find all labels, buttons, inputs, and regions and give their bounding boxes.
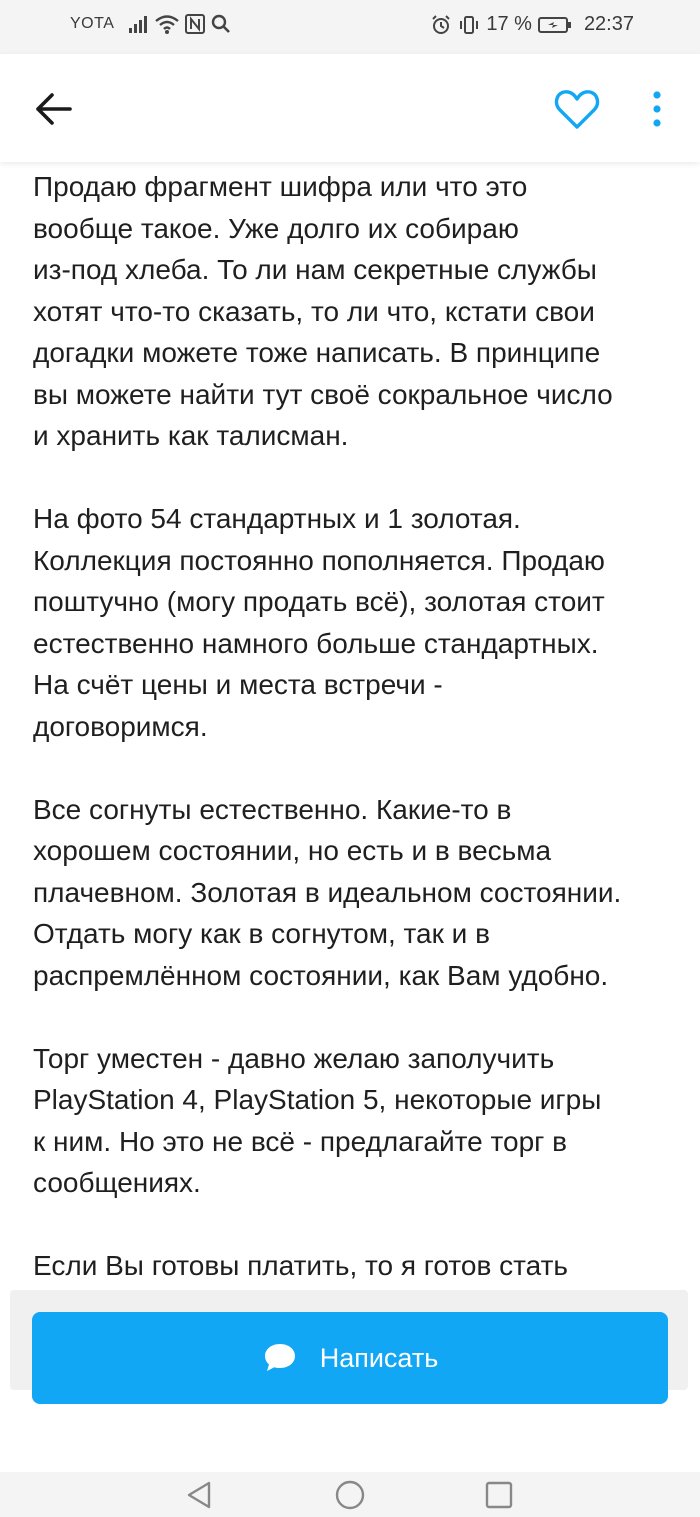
- description-paragraph-2: На фото 54 стандартных и 1 золотая. Коллекция постоянно пополняется. Продаю поштучно (могу продать всё), золотая стоит естественно намного больше стандартных. На счёт цены и места встречи - договоримся.: [33, 503, 605, 742]
- more-vertical-icon: [644, 84, 670, 134]
- heart-outline-icon: [551, 83, 603, 135]
- battery-icon: [538, 15, 572, 35]
- nav-back-button[interactable]: [185, 1480, 215, 1515]
- favorite-button[interactable]: [551, 83, 603, 135]
- description-paragraph-4: Торг уместен - давно желаю заполучить PlayStation 4, PlayStation 5, некоторые игры к ним. Но это не всё - предлагайте торг в сообщениях.: [33, 1042, 602, 1198]
- back-button[interactable]: [28, 84, 78, 134]
- status-bar: [0, 0, 700, 54]
- app-bar: [0, 54, 700, 162]
- vibrate-icon: [458, 14, 480, 36]
- recents-square-icon: [484, 1480, 514, 1510]
- description-paragraph-1: Продаю фрагмент шифра или что это вообще такое. Уже долго их собираю из-под хлеба. То ли нам секретные службы хотят что-то сказать, то ли что, кстати свои догадки можете тоже написать. В принципе вы можете найти тут своё сокральное число и хранить как талисман.: [33, 171, 613, 451]
- write-message-label: Написать: [319, 1342, 439, 1373]
- nav-home-button[interactable]: [334, 1480, 366, 1517]
- carrier-label: YOTA: [70, 15, 115, 32]
- cta-container: [10, 1290, 688, 1390]
- wifi-icon: [154, 13, 180, 35]
- clock: 22:37: [583, 13, 634, 35]
- nav-recents-button[interactable]: [484, 1480, 514, 1515]
- search-icon: [210, 13, 232, 35]
- signal-icon: [128, 13, 150, 35]
- back-triangle-icon: [185, 1480, 215, 1510]
- nfc-icon: [184, 13, 206, 35]
- status-right-icons: [430, 13, 634, 36]
- write-message-button[interactable]: [32, 1312, 668, 1404]
- listing-description: [33, 166, 673, 1328]
- description-paragraph-5: Если Вы готовы платить, то я готов стать: [33, 1250, 568, 1281]
- description-paragraph-3: Все согнуты естественно. Какие-то в хорошем состоянии, но есть и в весьма плачевном. Золотая в идеальном состоянии. Отдать могу как в согнутом, так и в распремлённом состоянии, как Вам удобно.: [33, 793, 622, 991]
- battery-percent: 17 %: [486, 13, 532, 35]
- home-circle-icon: [334, 1480, 366, 1512]
- chat-bubble-icon: [262, 1341, 298, 1375]
- alarm-icon: [430, 14, 452, 36]
- listing-content[interactable]: [0, 162, 700, 1472]
- system-nav-bar: [0, 1472, 700, 1517]
- status-left-icons: [128, 13, 232, 35]
- more-options-button[interactable]: [644, 84, 670, 134]
- arrow-left-icon: [28, 84, 78, 134]
